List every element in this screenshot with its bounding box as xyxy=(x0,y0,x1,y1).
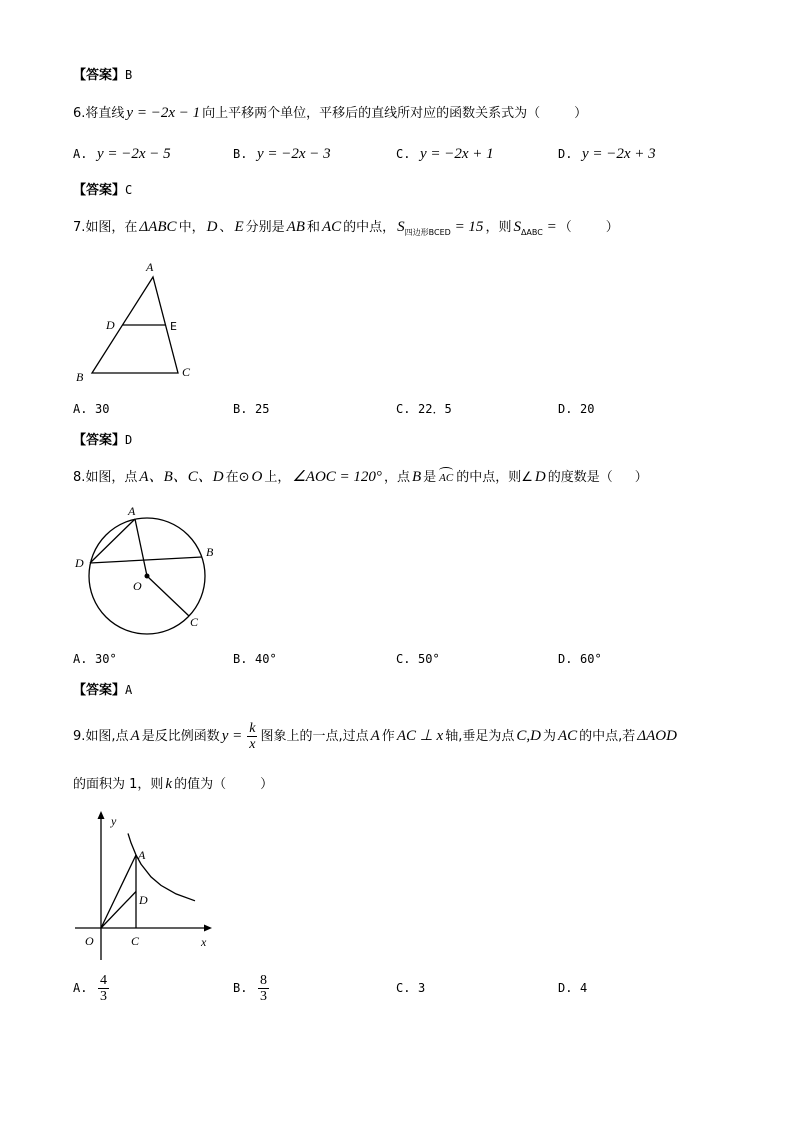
option-letter: B. xyxy=(233,981,248,995)
option-b xyxy=(233,650,277,668)
label-c: C xyxy=(182,365,191,379)
math-expression: AC xyxy=(321,219,342,235)
question-text: 、 xyxy=(219,220,233,235)
label-b: B xyxy=(76,370,84,384)
label-o: O xyxy=(85,934,94,948)
question-text: 是反比例函数 xyxy=(141,729,220,744)
question-6 xyxy=(73,104,587,123)
label-c: C xyxy=(190,615,199,629)
segment-od xyxy=(101,892,136,929)
center-point xyxy=(145,574,150,579)
label-c: C xyxy=(131,934,140,948)
x-axis-arrow xyxy=(204,925,212,932)
question-text: 上， xyxy=(264,470,291,485)
question-number: 8. xyxy=(73,470,86,485)
math-expression: A、B、C、D xyxy=(139,469,224,485)
answer-q7 xyxy=(73,431,132,450)
chord-da xyxy=(90,519,135,563)
question-text: 中， xyxy=(178,220,205,235)
question-text: 如图，点 xyxy=(85,470,138,485)
math-expression: ΔAOD xyxy=(637,728,677,744)
answer-label: 【答案】 xyxy=(73,68,126,83)
question-number: 7. xyxy=(73,220,86,235)
question-9-continued xyxy=(73,775,273,794)
area-value: = 15 xyxy=(454,219,484,235)
option-letter: D. xyxy=(558,981,573,995)
option-b xyxy=(233,970,272,1006)
option-letter: B. xyxy=(233,402,248,416)
option-value: 20 xyxy=(580,402,595,416)
option-d xyxy=(558,650,602,668)
option-value: 50° xyxy=(418,652,440,666)
option-letter: A. xyxy=(73,981,88,995)
option-c xyxy=(396,970,425,1006)
area-subscript: ΔABC xyxy=(520,228,543,237)
option-value: 25 xyxy=(255,402,270,416)
fraction-denominator: 3 xyxy=(100,989,107,1004)
area-symbol: S xyxy=(513,219,521,235)
answer-value: D xyxy=(125,433,133,447)
area-expression xyxy=(511,219,558,235)
question-7 xyxy=(73,218,619,242)
option-letter: A. xyxy=(73,147,88,161)
option-a xyxy=(73,650,117,668)
question-number: 9. xyxy=(73,729,86,744)
option-value: 4 xyxy=(580,981,588,995)
question-text: 的度数是（ xyxy=(547,470,613,485)
option-c xyxy=(396,400,452,418)
math-expression: B xyxy=(411,469,422,485)
coordinate-figure xyxy=(65,808,215,968)
question-text: 分别是 xyxy=(245,220,285,235)
question-text: 图象上的一点,过点 xyxy=(260,729,369,744)
question-9 xyxy=(73,718,679,755)
option-a xyxy=(73,400,109,418)
question-text: 作 xyxy=(381,729,395,744)
answer-q5 xyxy=(73,66,132,85)
triangle-figure xyxy=(60,255,210,390)
option-letter: C. xyxy=(396,147,411,161)
fraction-numerator: 8 xyxy=(260,973,267,988)
question-text: 的面积为 1，则 xyxy=(73,777,164,792)
option-letter: D. xyxy=(558,652,573,666)
option-letter: C. xyxy=(396,652,411,666)
question-text: 的中点， xyxy=(343,220,396,235)
question-text: ） xyxy=(634,470,648,485)
option-letter: B. xyxy=(233,652,248,666)
label-d: D xyxy=(75,556,84,570)
question-text: 的中点，则∠ xyxy=(456,470,533,485)
question-text: 的值为（ xyxy=(174,777,227,792)
question-8 xyxy=(73,468,648,487)
math-expression: AC ⊥ x xyxy=(396,728,444,744)
arc-ac: AC xyxy=(439,469,453,487)
question-text: 为 xyxy=(542,729,556,744)
radius-oa xyxy=(135,519,147,576)
hyperbola-curve xyxy=(128,833,195,900)
fraction-numerator: k xyxy=(249,721,256,736)
option-d xyxy=(558,970,587,1006)
option-value: y = −2x − 5 xyxy=(97,146,171,162)
label-d: D xyxy=(139,893,148,907)
question-text: 如图，在 xyxy=(85,220,138,235)
question-text: （ xyxy=(558,220,572,235)
option-value: y = −2x + 3 xyxy=(582,146,656,162)
math-expression: y = xyxy=(221,728,243,744)
question-text: 是 xyxy=(423,470,437,485)
option-value: y = −2x − 3 xyxy=(257,146,331,162)
math-expression: D xyxy=(534,469,546,485)
label-d: D xyxy=(106,318,115,332)
fraction-k-over-x xyxy=(247,721,257,752)
option-value: 30° xyxy=(95,652,117,666)
option-letter: A. xyxy=(73,652,88,666)
option-letter: C. xyxy=(396,981,411,995)
math-expression: A xyxy=(370,728,380,744)
option-c xyxy=(396,145,496,163)
question-text: ） xyxy=(605,220,619,235)
question-text: 在⊙ xyxy=(225,470,250,485)
option-letter: B. xyxy=(233,147,248,161)
option-b xyxy=(233,400,269,418)
math-expression: AB xyxy=(286,219,305,235)
radius-oc xyxy=(147,576,189,616)
option-letter: D. xyxy=(558,147,573,161)
option-letter: D. xyxy=(558,402,573,416)
answer-label: 【答案】 xyxy=(73,183,126,198)
fraction-numerator: 4 xyxy=(100,973,107,988)
fraction-denominator: 3 xyxy=(260,989,267,1004)
y-axis-arrow xyxy=(98,811,105,819)
math-expression: O xyxy=(251,469,263,485)
question-text: 如图,点 xyxy=(85,729,129,744)
option-value: y = −2x + 1 xyxy=(420,146,494,162)
math-expression: D xyxy=(206,219,218,235)
math-expression: A xyxy=(130,728,140,744)
answer-value: B xyxy=(125,68,133,82)
math-expression: ΔABC xyxy=(139,219,177,235)
answer-label: 【答案】 xyxy=(73,433,126,448)
option-letter: C. xyxy=(396,402,411,416)
math-expression: AC xyxy=(557,728,578,744)
option-d xyxy=(558,145,658,163)
label-o: O xyxy=(133,579,142,593)
question-text: ） xyxy=(574,106,588,121)
math-expression: y = −2x − 1 xyxy=(126,105,201,121)
question-text: 的中点,若 xyxy=(579,729,636,744)
option-d xyxy=(558,400,594,418)
label-a: A xyxy=(128,504,136,518)
label-a: A xyxy=(146,260,154,274)
option-a xyxy=(73,145,173,163)
answer-label: 【答案】 xyxy=(73,683,126,698)
segment-oa xyxy=(101,855,136,928)
area-equals: = xyxy=(546,219,557,235)
option-value: 40° xyxy=(255,652,277,666)
label-x: x xyxy=(201,935,207,949)
chord-db xyxy=(90,557,202,563)
question-text: ，则 xyxy=(485,220,512,235)
answer-value: A xyxy=(125,683,133,697)
option-a xyxy=(73,970,112,1006)
label-a: A xyxy=(138,848,146,862)
option-b xyxy=(233,145,333,163)
option-value: 30 xyxy=(95,402,110,416)
option-value: 22．5 xyxy=(418,402,452,416)
question-text: 和 xyxy=(306,220,320,235)
label-b: B xyxy=(206,545,214,559)
option-letter: A. xyxy=(73,402,88,416)
option-fraction xyxy=(98,973,109,1004)
option-value: 60° xyxy=(580,652,602,666)
answer-value: C xyxy=(125,183,133,197)
area-subscript: 四边形BCED xyxy=(404,228,451,237)
question-number: 6. xyxy=(73,106,86,121)
question-text: 向上平移两个单位，平移后的直线所对应的函数关系式为（ xyxy=(202,106,541,121)
answer-q8 xyxy=(73,681,132,700)
fraction-denominator: x xyxy=(249,737,256,752)
option-value: 3 xyxy=(418,981,426,995)
label-y: y xyxy=(111,814,117,828)
answer-q6 xyxy=(73,181,132,200)
area-expression xyxy=(395,219,485,235)
math-expression: C,D xyxy=(516,728,541,744)
question-text: 将直线 xyxy=(85,106,125,121)
question-text: 轴,垂足为点 xyxy=(445,729,515,744)
question-text: ） xyxy=(260,777,274,792)
label-e: E xyxy=(170,320,177,333)
math-expression: k xyxy=(165,776,173,792)
area-symbol: S xyxy=(397,219,405,235)
math-expression: ∠AOC = 120° xyxy=(292,469,382,485)
circle-figure xyxy=(65,500,225,645)
math-expression: E xyxy=(234,219,244,235)
question-text: ，点 xyxy=(383,470,410,485)
option-c xyxy=(396,650,440,668)
option-fraction xyxy=(258,973,269,1004)
